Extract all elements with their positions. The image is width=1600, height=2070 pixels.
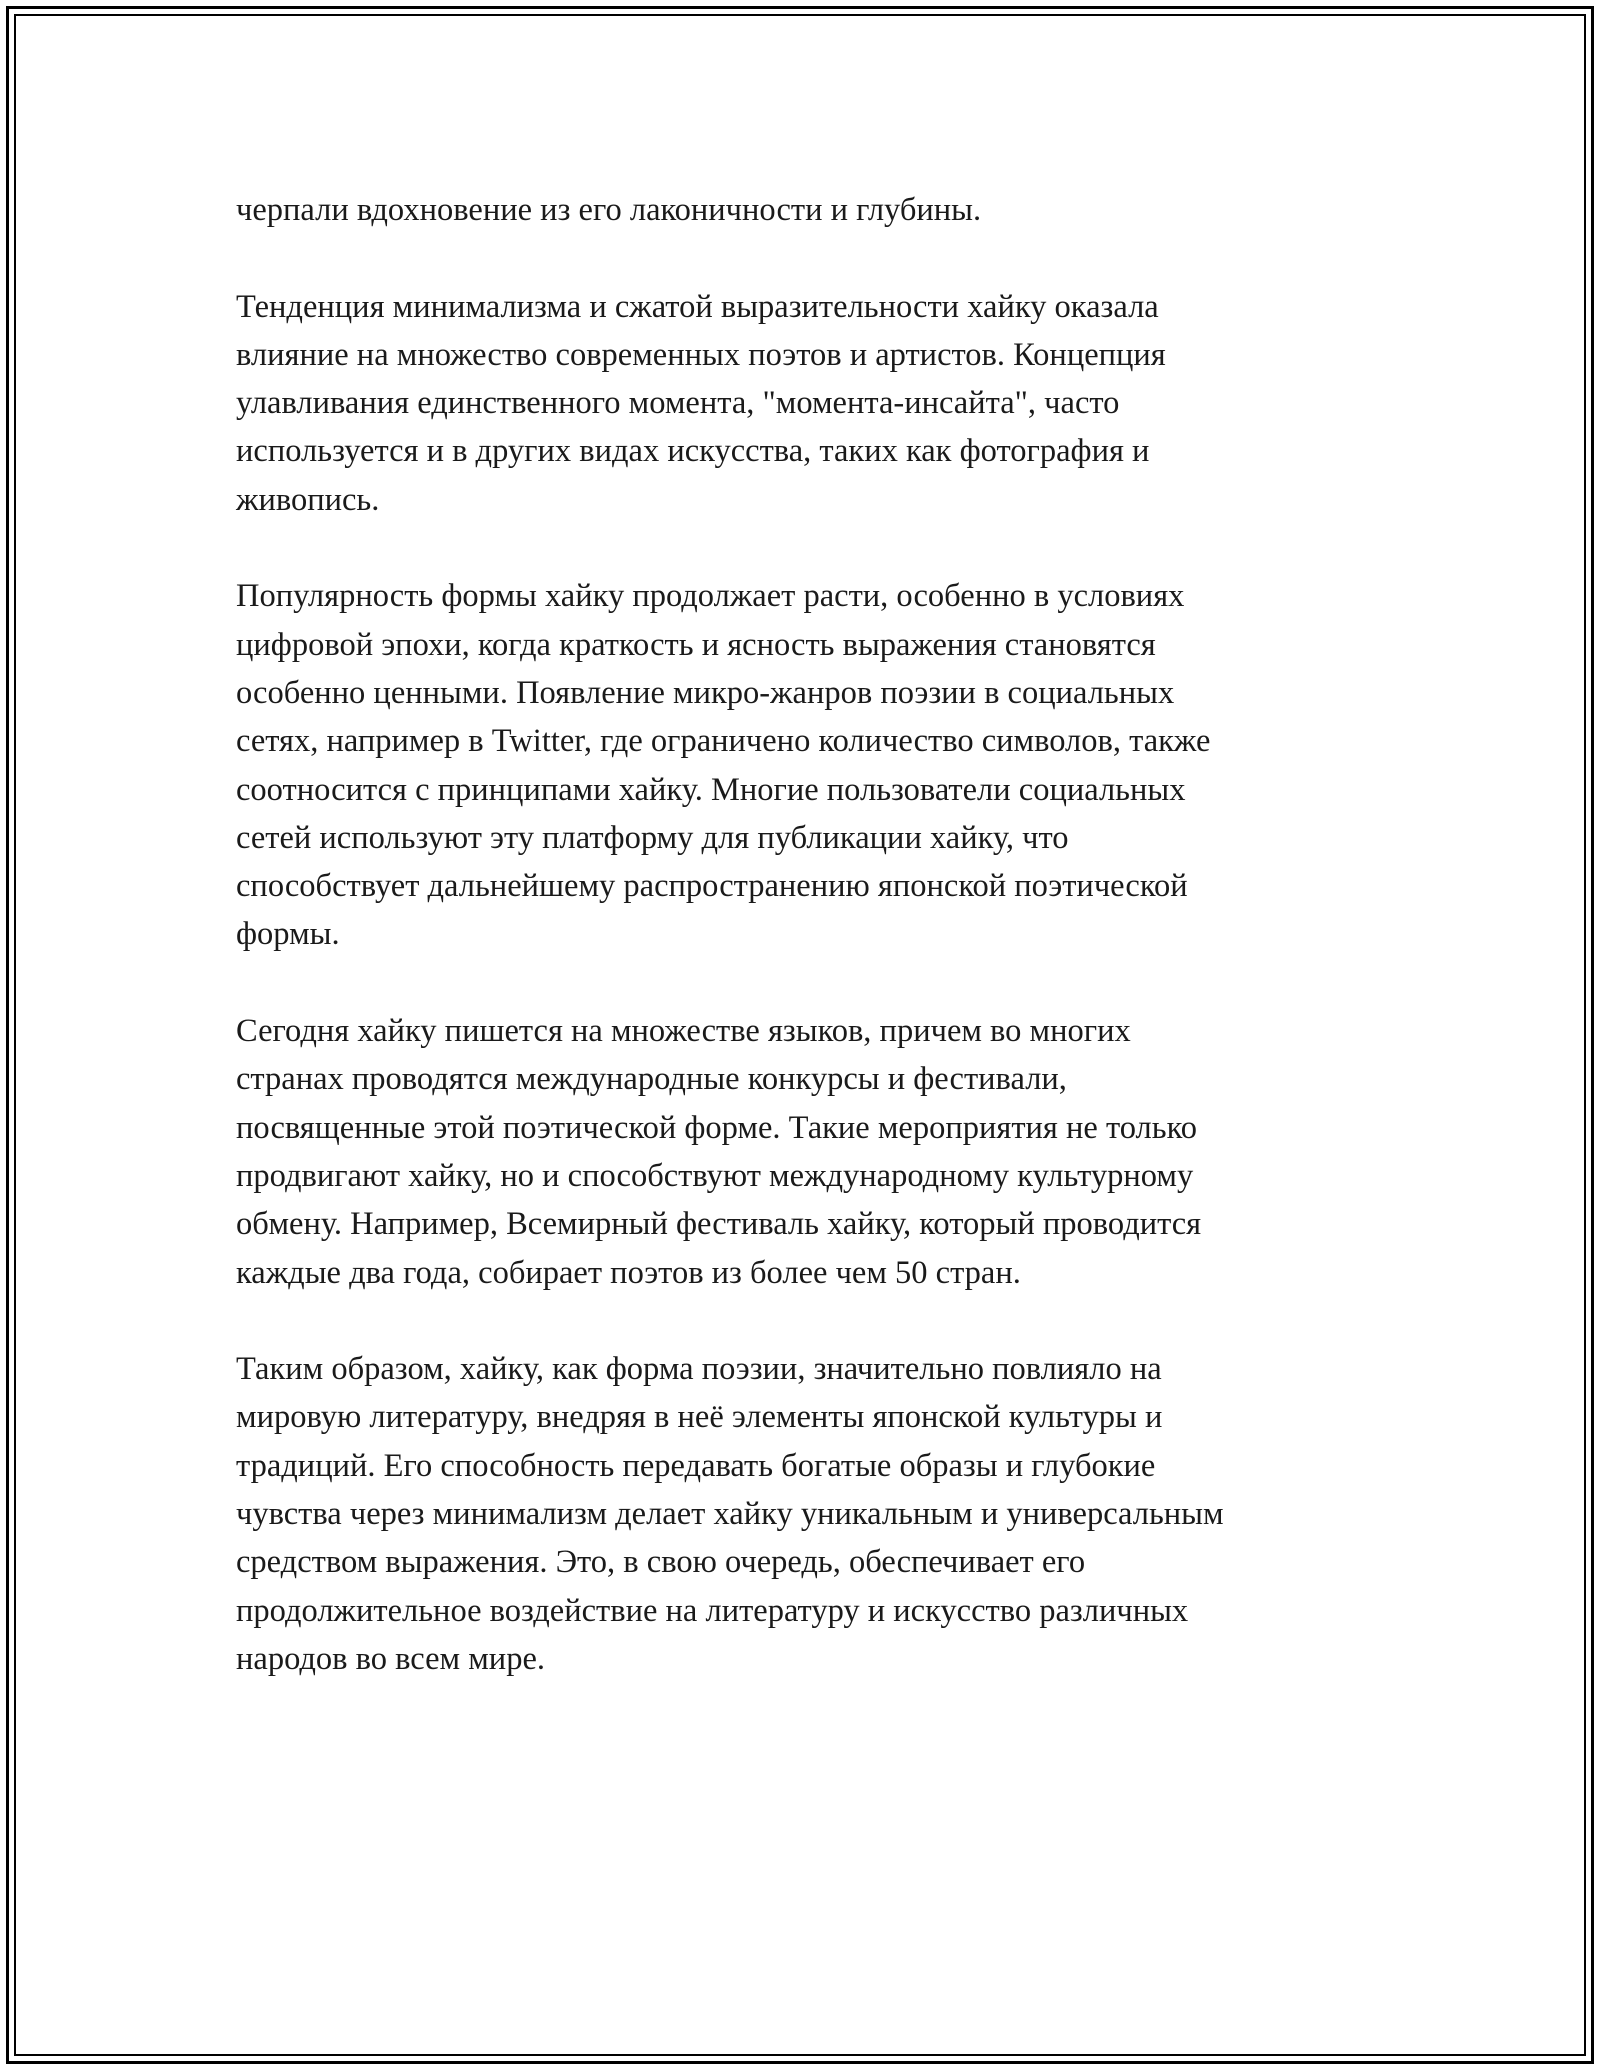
text-line: Таким образом, хайку, как форма поэзии, значительно повлияло на — [236, 1351, 1162, 1388]
paragraph — [236, 572, 1366, 958]
paragraph — [236, 1345, 1366, 1683]
text-line: продвигают хайку, но и способствуют международному культурному — [236, 1157, 1194, 1194]
text-line: цифровой эпохи, когда краткость и ясность выражения становятся — [236, 626, 1156, 663]
text-line: сетях, например в Twitter, где ограничено количество символов, также — [236, 723, 1211, 760]
text-line: соотносится с принципами хайку. Многие пользователи социальных — [236, 771, 1186, 808]
text-line: посвященные этой поэтической форме. Такие мероприятия не только — [236, 1109, 1197, 1146]
text-line: мировую литературу, внедряя в неё элементы японской культуры и — [236, 1399, 1163, 1436]
text-line: обмену. Например, Всемирный фестиваль хайку, который проводится — [236, 1206, 1202, 1243]
text-line: черпали вдохновение из его лаконичности и глубины. — [236, 192, 982, 228]
text-line: улавливания единственного момента, "момента-инсайта", часто — [236, 385, 1120, 422]
text-line: формы. — [236, 916, 340, 953]
text-line: особенно ценными. Появление микро-жанров поэзии в социальных — [236, 674, 1175, 711]
text-line: продолжительное воздействие на литературу и искусство различных — [236, 1592, 1189, 1629]
document-body — [236, 186, 1366, 1732]
text-line: Популярность формы хайку продолжает расти, особенно в условиях — [236, 578, 1185, 615]
text-line: Сегодня хайку пишется на множестве языков, причем во многих — [236, 1013, 1131, 1050]
text-line: влияние на множество современных поэтов и артистов. Концепция — [236, 336, 1166, 373]
text-line: способствует дальнейшему распространению японской поэтической — [236, 868, 1188, 905]
paragraph — [236, 1007, 1366, 1297]
text-line: Тенденция минимализма и сжатой выразительности хайку оказала — [236, 288, 1159, 325]
text-line: каждые два года, собирает поэтов из более чем 50 стран. — [236, 1254, 1021, 1291]
paragraph — [236, 283, 1366, 524]
text-line: живопись. — [236, 481, 380, 518]
text-line: народов во всем мире. — [236, 1640, 545, 1677]
text-line: средством выражения. Это, в свою очередь, обеспечивает его — [236, 1544, 1086, 1581]
text-line: используется и в других видах искусства, таких как фотография и — [236, 433, 1150, 470]
text-line: традиций. Его способность передавать богатые образы и глубокие — [236, 1447, 1156, 1484]
text-line: сетей используют эту платформу для публикации хайку, что — [236, 819, 1069, 856]
text-line: чувства через минимализм делает хайку уникальным и универсальным — [236, 1496, 1224, 1533]
text-line: странах проводятся международные конкурсы и фестивали, — [236, 1061, 1067, 1098]
paragraph — [236, 186, 1366, 234]
